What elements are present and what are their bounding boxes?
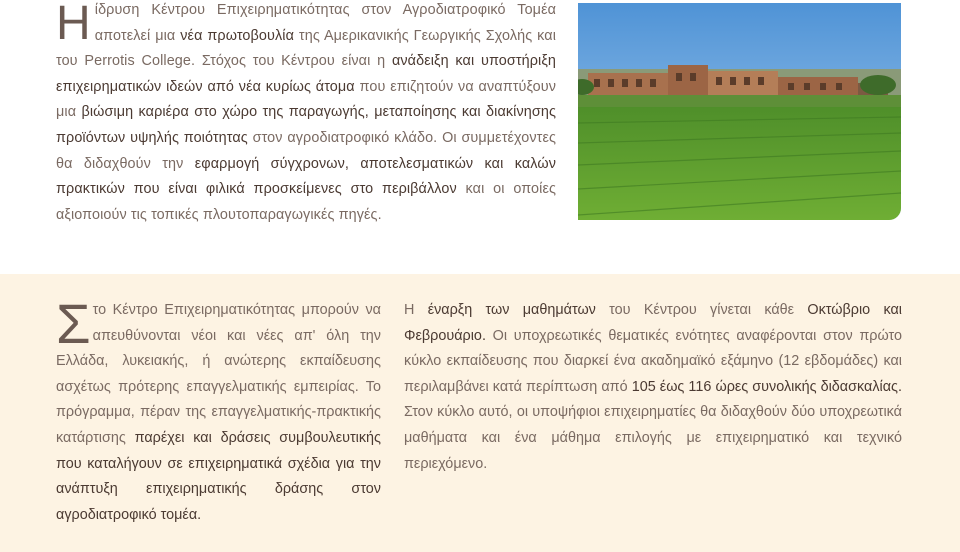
right-text-2: του Κέντρου γίνεται κάθε — [595, 302, 808, 318]
intro-highlight-1: νέα πρωτοβουλία — [180, 27, 295, 44]
left-highlight-1: παρέχει και δράσεις συμβουλευτικής που καταλήγουν σε επιχειρηματικά σχέδια για την ανάπτυξη επιχειρηματικής δράσης στον αγροδιατροφικό τομέα. — [56, 429, 381, 523]
left-text-1: το Κέντρο Επιχειρηματικότητας μπορούν να απευθύνονται νέοι και νέες απ' όλη την Ελλάδα, λυκειακής, ή ανώτερης εκπαίδευσης ασχέτως πρότερης επαγγελματικής εμπειρίας. Το πρόγραμμα, πέραν της επαγγελματικής-πρακτικής κατάρτισης — [56, 302, 381, 446]
intro-text-2: της Αμερικανικής Γεωργικής Σχολής και του Perrotis College. Στόχος του Κέντρου είναι η — [56, 27, 557, 70]
intro-paragraph — [56, 0, 556, 228]
right-text-3: Οι υποχρεωτικές θεματικές ενότητες αναφέρονται στον πρώτο κύκλο εκπαίδευσης που διαρκεί ένα ακαδημαϊκό εξάμηνο (12 εβδομάδες) και περιλαμβάνει κατά περίπτωση από — [404, 327, 902, 395]
intro-text-5: και οι οποίες αξιοποιούν τις τοπικές πλουτοπαραγωγικές πηγές. — [56, 181, 556, 223]
intro-text-4: στον αγροδιατροφικό κλάδο. Οι συμμετέχοντες θα διδαχθούν την — [56, 129, 556, 172]
intro-text-3: που επιζητούν να αναπτύξουν μια — [56, 78, 556, 121]
intro-text-1: ίδρυση Κέντρου Επιχειρηματικότητας στον Αγροδιατροφικό Τομέα αποτελεί μια — [94, 2, 556, 44]
intro-highlight-3: βιώσιμη καριέρα στο χώρο της παραγωγής, μεταποίησης και διακίνησης προϊόντων υψηλής ποιότητας — [56, 104, 556, 146]
right-text-4: Στον κύκλο αυτό, οι υποψήφιοι επιχειρηματίες θα διδαχθούν δύο υποχρεωτικά μαθήματα και ένα μάθημα επιλογής με επιχειρηματικό και τεχνικό περιεχόμενο. — [404, 404, 902, 472]
left-dropcap: Σ — [56, 292, 91, 355]
right-highlight-3: 105 έως 116 ώρες συνολικής διδασκαλίας. — [631, 378, 902, 395]
right-highlight-2: Οκτώβριο και Φεβρουάριο. — [404, 302, 902, 344]
right-highlight-1: έναρξη των μαθημάτων — [427, 302, 596, 318]
farm-building-photo — [578, 3, 901, 220]
intro-highlight-4: εφαρμογή σύγχρονων, αποτελεσματικών και καλών πρακτικών που είναι φιλικά προσκείμενες στο περιβάλλον — [56, 155, 556, 198]
farm-photo-illustration — [578, 3, 901, 220]
intro-highlight-2: ανάδειξη και υποστήριξη επιχειρηματικών ιδεών από νέα κυρίως άτομα — [56, 53, 556, 95]
left-column-paragraph — [56, 292, 381, 528]
right-text-1: Η — [404, 302, 428, 318]
intro-dropcap: Η — [56, 0, 91, 50]
right-column-paragraph — [404, 298, 902, 477]
